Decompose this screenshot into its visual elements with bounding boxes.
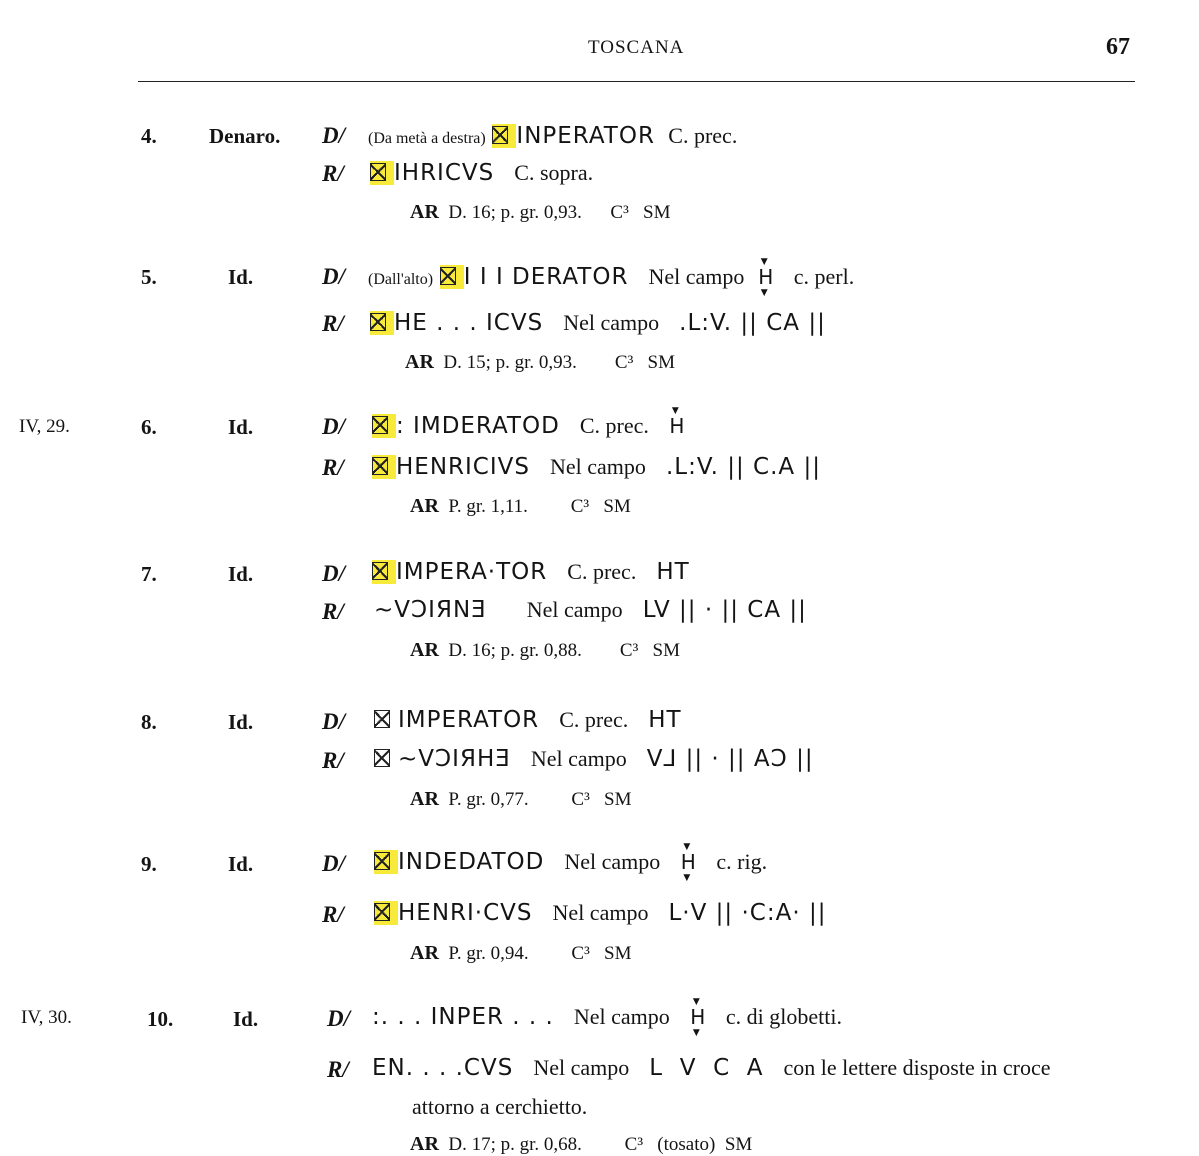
- reverse-legend: HE . . . ICVS: [394, 310, 544, 336]
- obverse-pre: (Dall'alto): [368, 271, 434, 288]
- entry-number: 8.: [141, 710, 157, 734]
- reverse-legend: HENRI·CVS: [398, 900, 533, 926]
- monogram-icon: ▼ H: [669, 406, 685, 438]
- cross-icon: [374, 852, 390, 870]
- cross-icon: [370, 163, 386, 181]
- obverse-legend: : IMDERATOD: [396, 413, 560, 439]
- reverse-line: [374, 597, 807, 623]
- cross-icon: [374, 749, 390, 767]
- obverse-legend: IMPERATOR: [398, 707, 540, 733]
- reverse-line: [370, 160, 593, 186]
- obverse-line: [372, 406, 685, 439]
- obverse-tail: c. perl.: [793, 264, 855, 289]
- coin-metadata: [410, 1133, 752, 1156]
- field-inscription: L·V || ·C:A· ||: [668, 900, 827, 926]
- header-rule: [138, 81, 1135, 82]
- obverse-sign: D/: [322, 561, 345, 586]
- reverse-note: C. sopra.: [514, 160, 594, 185]
- metal: AR: [410, 942, 439, 964]
- reverse-sign: R/: [322, 599, 344, 624]
- rarity: C³: [614, 352, 634, 373]
- rarity: C³: [571, 789, 590, 810]
- obverse-legend: :. . . INPER . . .: [372, 1004, 554, 1030]
- collection: SM: [647, 352, 676, 373]
- reverse-continuation: attorno a cerchietto.: [412, 1094, 588, 1119]
- rarity: C³: [619, 640, 639, 661]
- reverse-sign: R/: [322, 455, 344, 480]
- obverse-legend: INPERATOR: [516, 123, 655, 149]
- obverse-sign: D/: [322, 414, 345, 439]
- cross-icon: [372, 562, 388, 580]
- metal: AR: [405, 351, 434, 373]
- metal: AR: [410, 639, 439, 661]
- cross-icon: [374, 903, 390, 921]
- field-inscription: V⅃ || · || AƆ ||: [646, 746, 814, 772]
- denomination: Denaro.: [209, 124, 281, 148]
- coin-metadata: [410, 942, 631, 965]
- monogram-icon: ▼ H ▼: [758, 257, 774, 298]
- obverse-pre: (Da metà a destra): [368, 130, 486, 147]
- reverse-sign: R/: [322, 311, 344, 336]
- entry-number: 10.: [147, 1007, 174, 1031]
- monogram-icon: ▼ H ▼: [690, 997, 706, 1038]
- obverse-tail: c. di globetti.: [725, 1004, 842, 1029]
- entry-number: 5.: [141, 265, 157, 289]
- denomination: Id.: [228, 710, 254, 734]
- reverse-note: Nel campo: [530, 746, 627, 771]
- reverse-line: [372, 1055, 1050, 1081]
- page-number: 67: [1106, 34, 1130, 60]
- obverse-legend: IMPERA·TOR: [396, 559, 548, 585]
- monogram-icon: ▼ H ▼: [680, 842, 696, 883]
- coin-metadata: [410, 788, 631, 811]
- obverse-legend: I I I DERATOR: [463, 264, 629, 290]
- reverse-tail: con le lettere disposte in croce: [783, 1055, 1051, 1080]
- reverse-sign: R/: [322, 161, 344, 186]
- obverse-line: [374, 707, 682, 733]
- cross-icon: [372, 416, 388, 434]
- remark: (tosato): [657, 1134, 716, 1155]
- reverse-sign: R/: [322, 902, 344, 927]
- denomination: Id.: [233, 1007, 259, 1031]
- metal: AR: [410, 1133, 439, 1155]
- obverse-sign: D/: [322, 264, 345, 289]
- reverse-legend: HENRICIVS: [396, 454, 530, 480]
- plate-reference: IV, 30.: [21, 1007, 72, 1028]
- obverse-tail: c. rig.: [716, 849, 768, 874]
- obverse-note: C. prec.: [559, 707, 629, 732]
- metal: AR: [410, 201, 439, 223]
- running-header: TOSCANA: [588, 37, 685, 58]
- obverse-legend: INDEDATOD: [398, 849, 545, 875]
- reverse-legend: EN. . . .CVS: [372, 1055, 514, 1081]
- entry-number: 7.: [141, 562, 157, 586]
- cross-icon: [440, 267, 456, 285]
- reverse-note: Nel campo: [526, 597, 623, 622]
- coin-metadata: [410, 639, 680, 662]
- cross-icon: [372, 457, 388, 475]
- reverse-note: Nel campo: [533, 1055, 630, 1080]
- weight: D. 16; p. gr. 0,93.: [448, 202, 582, 223]
- obverse-sign: D/: [327, 1006, 350, 1031]
- denomination: Id.: [228, 265, 254, 289]
- weight: D. 15; p. gr. 0,93.: [443, 352, 577, 373]
- obverse-note: Nel campo: [648, 264, 745, 289]
- field-inscription: .L:V. || C.A ||: [665, 454, 821, 480]
- obverse-note: C. prec.: [567, 559, 637, 584]
- rarity: C³: [570, 496, 590, 517]
- monogram-icon: HT: [656, 559, 690, 585]
- coin-metadata: [410, 201, 671, 224]
- plate-reference: IV, 29.: [19, 416, 70, 437]
- reverse-legend: ~VƆIЯNƎ: [374, 597, 487, 623]
- obverse-note: C. prec.: [579, 413, 649, 438]
- weight: P. gr. 0,77.: [448, 789, 529, 810]
- monogram-icon: HT: [648, 707, 682, 733]
- reverse-sign: R/: [322, 748, 344, 773]
- rarity: C³: [610, 202, 629, 223]
- rarity: C³: [571, 943, 590, 964]
- reverse-legend: ~VƆIЯHƎ: [398, 746, 511, 772]
- weight: P. gr. 0,94.: [448, 943, 529, 964]
- field-inscription: LV || · || CA ||: [642, 597, 807, 623]
- field-inscription: L V C A: [649, 1055, 764, 1081]
- reverse-sign: R/: [327, 1057, 349, 1082]
- obverse-note: C. prec.: [668, 123, 738, 148]
- cross-icon: [374, 710, 390, 728]
- entry-number: 9.: [141, 852, 157, 876]
- cross-icon: [492, 126, 508, 144]
- collection: SM: [652, 640, 681, 661]
- reverse-legend: IHRICVS: [394, 160, 495, 186]
- entry-number: 4.: [141, 124, 157, 148]
- obverse-sign: D/: [322, 709, 345, 734]
- obverse-line: [368, 123, 737, 149]
- coin-metadata: [410, 495, 631, 518]
- collection: SM: [604, 789, 632, 810]
- reverse-note: Nel campo: [563, 310, 660, 335]
- denomination: Id.: [228, 562, 254, 586]
- metal: AR: [410, 495, 439, 517]
- collection: SM: [643, 202, 671, 223]
- metal: AR: [410, 788, 439, 810]
- reverse-line: [374, 900, 826, 926]
- obverse-sign: D/: [322, 851, 345, 876]
- entry-number: 6.: [141, 415, 157, 439]
- obverse-line: [374, 842, 768, 883]
- field-inscription: .L:V. || CA ||: [679, 310, 826, 336]
- reverse-line: [372, 454, 821, 480]
- denomination: Id.: [228, 852, 254, 876]
- collection: SM: [604, 943, 632, 964]
- reverse-note: Nel campo: [552, 900, 649, 925]
- reverse-note: Nel campo: [550, 454, 646, 479]
- obverse-line: [372, 559, 690, 585]
- cross-icon: [370, 313, 386, 331]
- reverse-line: [374, 746, 814, 772]
- obverse-sign: D/: [322, 123, 345, 148]
- collection: SM: [603, 496, 631, 517]
- weight: D. 17; p. gr. 0,68.: [448, 1134, 582, 1155]
- obverse-note: Nel campo: [573, 1004, 670, 1029]
- weight: D. 16; p. gr. 0,88.: [448, 640, 582, 661]
- obverse-line: [372, 997, 842, 1038]
- reverse-line: [370, 310, 826, 336]
- obverse-line: [368, 257, 855, 298]
- weight: P. gr. 1,11.: [448, 496, 528, 517]
- collection: SM: [724, 1134, 753, 1155]
- rarity: C³: [624, 1134, 644, 1155]
- obverse-note: Nel campo: [564, 849, 661, 874]
- denomination: Id.: [228, 415, 254, 439]
- coin-metadata: [405, 351, 675, 374]
